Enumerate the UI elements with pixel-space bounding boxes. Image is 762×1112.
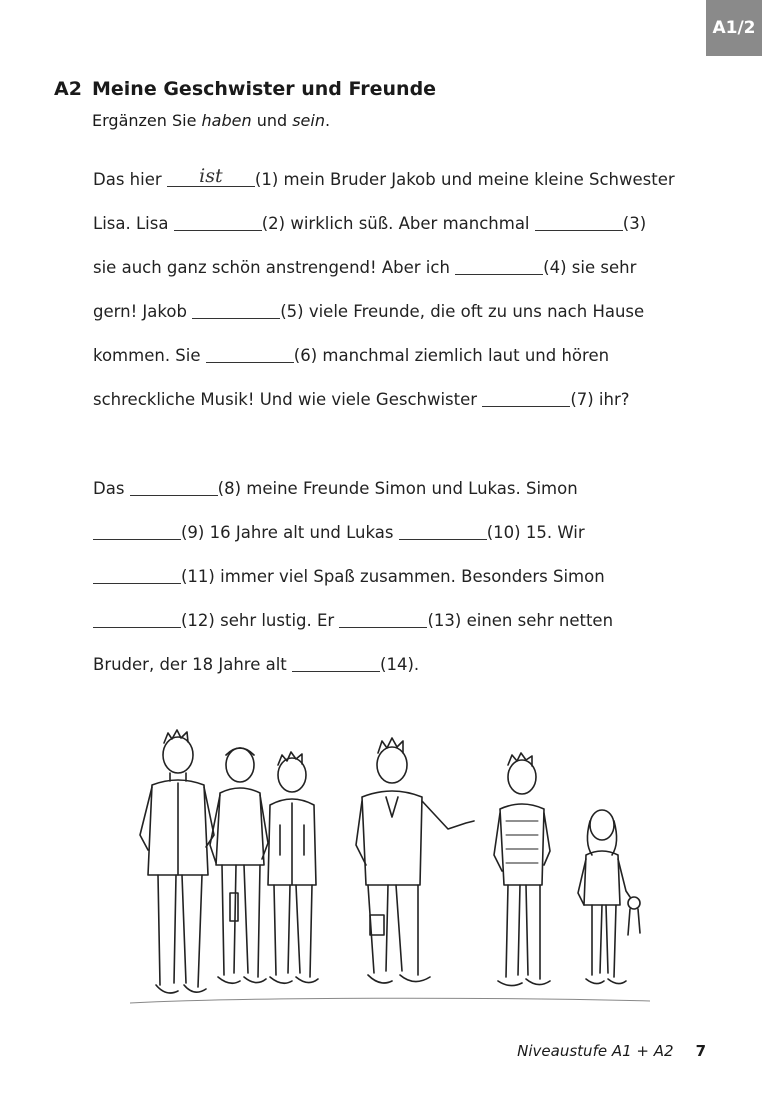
- instruction-text: .: [324, 111, 331, 130]
- text-line: [93, 511, 613, 555]
- line-text: Lisa. Lisa: [93, 214, 174, 233]
- doll-head: [628, 897, 640, 909]
- person-boy-gesturing: [356, 738, 474, 983]
- line-text: Das hier: [93, 170, 167, 189]
- line-text: (5) viele Freunde, die oft zu uns nach Hause: [280, 302, 645, 321]
- text-line: [93, 158, 675, 202]
- blank-1[interactable]: [167, 165, 255, 187]
- text-line: [93, 202, 675, 246]
- line-text: (11) immer viel Spaß zusammen. Besonders Simon: [181, 567, 605, 586]
- line-text: (2) wirklich süß. Aber manchmal: [261, 214, 535, 233]
- exercise-instruction: [92, 111, 330, 130]
- person-boy-hoodie: [268, 752, 318, 983]
- text-line: [93, 643, 613, 687]
- pocket-detail: [230, 893, 238, 921]
- paragraph-2: [93, 467, 613, 687]
- line-text: (13) einen sehr netten: [427, 611, 614, 630]
- line-text: sie auch ganz schön anstrengend! Aber ich: [93, 258, 456, 277]
- instruction-text: und: [251, 111, 293, 130]
- line-text: (10) 15. Wir: [486, 523, 585, 542]
- blank-11[interactable]: [93, 565, 181, 584]
- ground-line: [130, 998, 650, 1003]
- person-boy-jacket: [140, 730, 214, 993]
- text-line: [93, 246, 675, 290]
- line-text: schreckliche Musik! Und wie viele Geschwister: [93, 390, 483, 409]
- line-text: (6) manchmal ziemlich laut und hören: [293, 346, 610, 365]
- person-girl: [578, 810, 640, 984]
- text-line: [93, 555, 613, 599]
- line-text: (14).: [380, 655, 420, 674]
- level-label: Niveaustufe A1 + A2: [517, 1042, 674, 1060]
- blank-9[interactable]: [93, 521, 181, 540]
- line-text: gern! Jakob: [93, 302, 193, 321]
- people-illustration: [130, 725, 650, 1010]
- text-line: [93, 378, 675, 422]
- pocket-detail: [370, 915, 384, 935]
- exercise-heading: [54, 78, 436, 100]
- vest-stripes: [506, 821, 538, 863]
- line-text: (1) mein Bruder Jakob und meine kleine Schwester: [254, 170, 675, 189]
- line-text: (3): [622, 214, 647, 233]
- blank-13[interactable]: [339, 609, 427, 628]
- text-line: [93, 290, 675, 334]
- text-line: [93, 599, 613, 643]
- blank-6[interactable]: [206, 344, 294, 363]
- line-text: (4) sie sehr: [543, 258, 637, 277]
- handwritten-answer: ist: [199, 165, 223, 187]
- person-boy-vest: [494, 753, 550, 986]
- blank-12[interactable]: [93, 609, 181, 628]
- page-number: 7: [695, 1042, 706, 1060]
- paragraph-1: [93, 158, 675, 422]
- line-text: (8) meine Freunde Simon und Lukas. Simon: [217, 479, 578, 498]
- page-footer: [517, 1042, 706, 1060]
- person-boy-tshirt: [210, 748, 268, 983]
- line-text: (7) ihr?: [570, 390, 630, 409]
- level-badge: A1/2: [706, 0, 762, 56]
- blank-5[interactable]: [192, 300, 280, 319]
- instruction-word-haben: haben: [201, 111, 252, 130]
- blank-4[interactable]: [455, 256, 543, 275]
- text-line: [93, 334, 675, 378]
- instruction-word-sein: sein: [292, 111, 325, 130]
- exercise-title: Meine Geschwister und Freunde: [92, 78, 437, 100]
- blank-2[interactable]: [174, 212, 262, 231]
- blank-7[interactable]: [482, 388, 570, 407]
- blank-3[interactable]: [535, 212, 623, 231]
- blank-10[interactable]: [399, 521, 487, 540]
- blank-14[interactable]: [292, 653, 380, 672]
- blank-8[interactable]: [130, 477, 218, 496]
- exercise-number: A2: [54, 78, 82, 100]
- line-text: kommen. Sie: [93, 346, 206, 365]
- line-text: Das: [93, 479, 130, 498]
- line-text: Bruder, der 18 Jahre alt: [93, 655, 293, 674]
- instruction-text: Ergänzen Sie: [92, 111, 202, 130]
- text-line: [93, 467, 613, 511]
- line-text: (9) 16 Jahre alt und Lukas: [181, 523, 399, 542]
- line-text: (12) sehr lustig. Er: [181, 611, 340, 630]
